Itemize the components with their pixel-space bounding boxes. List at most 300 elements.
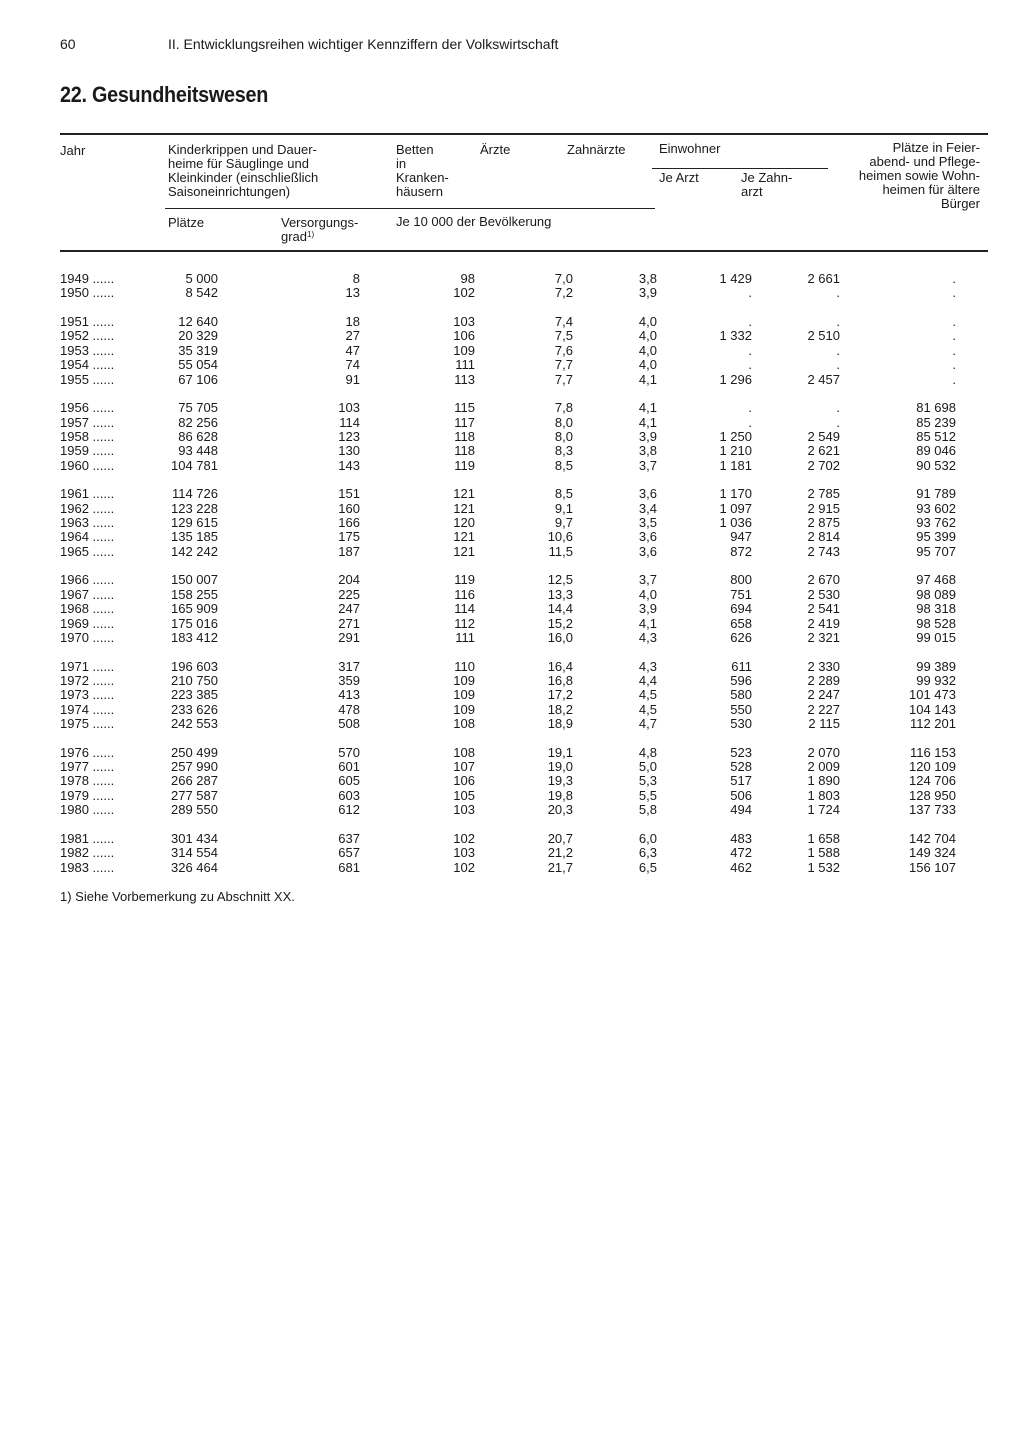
je-arzt-cell: 1 250 <box>719 428 752 444</box>
je-zahnarzt-cell: 2 541 <box>807 601 840 617</box>
year-cell: 1961 ...... <box>60 486 115 502</box>
aerzte-cell: 21,2 <box>547 845 573 861</box>
je-arzt-cell: 462 <box>730 859 752 875</box>
column-header-krippen: Kinderkrippen und Dauer- heime für Säuglinge und Kleinkinder (einschließlich Saisoneinrichtungen) <box>168 142 319 199</box>
row-group <box>60 832 1000 875</box>
betten-cell: 121 <box>453 529 475 545</box>
plaetze-cell: 175 016 <box>171 615 218 631</box>
betten-cell: 111 <box>455 629 475 645</box>
zahnaerzte-cell: 4,0 <box>638 586 657 602</box>
je-arzt-cell: 506 <box>730 787 752 803</box>
table-row <box>60 746 1000 760</box>
plaetze-cell: 266 287 <box>171 773 218 789</box>
zahnaerzte-cell: 3,8 <box>638 271 657 286</box>
table-row <box>60 717 1000 731</box>
column-header-plaetze-feierabend: Plätze in Feier- abend- und Pflege- heimen sowie Wohn- heimen für ältere Bürger <box>858 140 980 211</box>
plaetze-cell: 142 242 <box>171 543 218 559</box>
plaetze-feierabend-cell: 99 015 <box>916 629 956 645</box>
betten-cell: 117 <box>454 414 475 430</box>
versorgungsgrad-cell: 160 <box>338 500 360 516</box>
aerzte-cell: 7,6 <box>554 342 573 358</box>
plaetze-cell: 82 256 <box>178 414 218 430</box>
year-cell: 1959 ...... <box>60 443 115 459</box>
table-row <box>60 803 1000 817</box>
je-arzt-cell: 626 <box>730 629 752 645</box>
plaetze-feierabend-cell: . <box>952 313 956 329</box>
je-zahnarzt-cell: 2 661 <box>807 271 840 286</box>
year-cell: 1968 ...... <box>60 601 115 617</box>
row-group <box>60 487 1000 559</box>
column-header-aerzte: Ärzte <box>480 142 511 157</box>
aerzte-cell: 8,0 <box>554 428 573 444</box>
je-zahnarzt-cell: 2 247 <box>807 687 840 703</box>
data-table-body <box>60 272 1000 889</box>
je-arzt-cell: . <box>748 414 752 430</box>
plaetze-cell: 129 615 <box>171 515 218 531</box>
plaetze-feierabend-cell: 85 512 <box>916 428 956 444</box>
year-cell: 1973 ...... <box>60 687 115 703</box>
column-header-versorgungsgrad <box>281 216 358 244</box>
plaetze-feierabend-cell: 99 932 <box>916 672 956 688</box>
column-header-plaetze: Plätze <box>168 215 205 230</box>
je-zahnarzt-cell: . <box>836 342 840 358</box>
betten-cell: 111 <box>455 357 475 373</box>
year-cell: 1949 ...... <box>60 271 115 286</box>
aerzte-cell: 16,4 <box>547 658 573 674</box>
zahnaerzte-cell: 4,0 <box>638 328 657 344</box>
zahnaerzte-cell: 6,5 <box>638 859 657 875</box>
versorgungsgrad-cell: 123 <box>338 428 360 444</box>
plaetze-cell: 67 106 <box>178 371 218 387</box>
je-zahnarzt-cell: 1 532 <box>807 859 840 875</box>
je-arzt-cell: . <box>748 313 752 329</box>
column-header-einwohner: Einwohner <box>659 141 721 156</box>
versorgungsgrad-cell: 225 <box>338 586 360 602</box>
betten-cell: 118 <box>454 428 475 444</box>
plaetze-cell: 150 007 <box>171 572 218 588</box>
year-cell: 1974 ...... <box>60 701 115 717</box>
zahnaerzte-cell: 4,1 <box>638 400 657 416</box>
plaetze-cell: 55 054 <box>178 357 218 373</box>
plaetze-feierabend-cell: 116 153 <box>909 744 956 760</box>
versorgungsgrad-cell: 175 <box>338 529 360 545</box>
je-zahnarzt-cell: 2 915 <box>807 500 840 516</box>
betten-cell: 121 <box>453 500 475 516</box>
year-cell: 1966 ...... <box>60 572 115 588</box>
year-cell: 1952 ...... <box>60 328 115 344</box>
plaetze-feierabend-cell: 93 602 <box>916 500 956 516</box>
betten-cell: 113 <box>454 371 475 387</box>
year-cell: 1970 ...... <box>60 629 115 645</box>
plaetze-cell: 35 319 <box>178 342 218 358</box>
running-header: II. Entwicklungsreihen wichtiger Kennziffern der Volkswirtschaft <box>168 36 559 52</box>
aerzte-cell: 7,7 <box>554 357 573 373</box>
plaetze-feierabend-cell: 98 318 <box>916 601 956 617</box>
je-zahnarzt-cell: 2 814 <box>807 529 840 545</box>
table-row <box>60 315 1000 329</box>
table-row <box>60 688 1000 702</box>
je-zahnarzt-cell: 2 702 <box>807 457 840 473</box>
betten-cell: 119 <box>454 457 475 473</box>
zahnaerzte-cell: 3,6 <box>638 529 657 545</box>
plaetze-cell: 223 385 <box>171 687 218 703</box>
je-arzt-cell: 1 170 <box>719 486 752 502</box>
plaetze-cell: 8 542 <box>185 285 218 301</box>
je-zahnarzt-cell: 2 743 <box>807 543 840 559</box>
aerzte-cell: 10,6 <box>547 529 573 545</box>
year-cell: 1977 ...... <box>60 759 115 775</box>
versorgungsgrad-cell: 657 <box>338 845 360 861</box>
je-arzt-cell: 483 <box>730 830 752 846</box>
betten-cell: 108 <box>453 716 475 732</box>
plaetze-cell: 326 464 <box>171 859 218 875</box>
table-row <box>60 329 1000 343</box>
table-row <box>60 502 1000 516</box>
aerzte-cell: 8,3 <box>554 443 573 459</box>
versorgungsgrad-cell: 247 <box>338 601 360 617</box>
plaetze-feierabend-cell: . <box>952 342 956 358</box>
table-row <box>60 286 1000 300</box>
plaetze-feierabend-cell: 98 089 <box>916 586 956 602</box>
aerzte-cell: 9,7 <box>554 515 573 531</box>
plaetze-cell: 20 329 <box>178 328 218 344</box>
plaetze-feierabend-cell: 104 143 <box>909 701 956 717</box>
zahnaerzte-cell: 5,3 <box>638 773 657 789</box>
je-zahnarzt-cell: 2 549 <box>807 428 840 444</box>
betten-cell: 105 <box>453 787 475 803</box>
zahnaerzte-cell: 4,0 <box>638 313 657 329</box>
je-arzt-cell: 1 210 <box>719 443 752 459</box>
betten-cell: 98 <box>460 271 475 286</box>
zahnaerzte-cell: 3,5 <box>638 515 657 531</box>
zahnaerzte-cell: 5,0 <box>638 759 657 775</box>
aerzte-cell: 7,4 <box>554 313 573 329</box>
plaetze-feierabend-cell: . <box>952 271 956 286</box>
versorgungsgrad-cell: 47 <box>345 342 360 358</box>
versorgungsgrad-cell: 103 <box>338 400 360 416</box>
plaetze-feierabend-cell: 89 046 <box>916 443 956 459</box>
je-zahnarzt-cell: 2 330 <box>807 658 840 674</box>
je-arzt-cell: 472 <box>730 845 752 861</box>
versorgungsgrad-cell: 18 <box>345 313 360 329</box>
zahnaerzte-cell: 4,0 <box>638 357 657 373</box>
plaetze-cell: 289 550 <box>171 802 218 818</box>
plaetze-feierabend-cell: 98 528 <box>916 615 956 631</box>
year-cell: 1954 ...... <box>60 357 115 373</box>
betten-cell: 103 <box>453 313 475 329</box>
plaetze-feierabend-cell: 91 789 <box>916 486 956 502</box>
year-cell: 1967 ...... <box>60 586 115 602</box>
betten-cell: 120 <box>453 515 475 531</box>
aerzte-cell: 11,5 <box>548 543 573 559</box>
table-row <box>60 459 1000 473</box>
zahnaerzte-cell: 4,7 <box>638 716 657 732</box>
aerzte-cell: 18,2 <box>547 701 573 717</box>
table-row <box>60 660 1000 674</box>
table-row <box>60 674 1000 688</box>
versorgungsgrad-cell: 637 <box>338 830 360 846</box>
year-cell: 1969 ...... <box>60 615 115 631</box>
plaetze-feierabend-cell: 93 762 <box>916 515 956 531</box>
je-zahnarzt-cell: . <box>836 313 840 329</box>
plaetze-cell: 12 640 <box>178 313 218 329</box>
zahnaerzte-cell: 3,9 <box>638 285 657 301</box>
je-zahnarzt-cell: 2 785 <box>807 486 840 502</box>
aerzte-cell: 18,9 <box>547 716 573 732</box>
aerzte-cell: 15,2 <box>547 615 573 631</box>
zahnaerzte-cell: 3,9 <box>638 428 657 444</box>
zahnaerzte-cell: 3,6 <box>638 543 657 559</box>
je-arzt-cell: 596 <box>730 672 752 688</box>
betten-cell: 102 <box>453 830 475 846</box>
table-row <box>60 401 1000 415</box>
je-zahnarzt-cell: 2 419 <box>807 615 840 631</box>
year-cell: 1976 ...... <box>60 744 115 760</box>
betten-cell: 108 <box>453 744 475 760</box>
versorgungsgrad-cell: 508 <box>338 716 360 732</box>
versorgungsgrad-cell: 143 <box>338 457 360 473</box>
je-arzt-cell: 800 <box>730 572 752 588</box>
je-zahnarzt-cell: 2 510 <box>807 328 840 344</box>
table-row <box>60 846 1000 860</box>
year-cell: 1965 ...... <box>60 543 115 559</box>
je-arzt-cell: 1 097 <box>719 500 752 516</box>
betten-cell: 109 <box>453 672 475 688</box>
aerzte-cell: 7,7 <box>554 371 573 387</box>
betten-cell: 109 <box>453 687 475 703</box>
aerzte-cell: 17,2 <box>547 687 573 703</box>
versorgungsgrad-cell: 8 <box>352 271 360 286</box>
zahnaerzte-cell: 3,6 <box>638 486 657 502</box>
betten-cell: 102 <box>453 285 475 301</box>
zahnaerzte-cell: 3,7 <box>638 457 657 473</box>
aerzte-cell: 19,1 <box>547 744 573 760</box>
betten-cell: 102 <box>453 859 475 875</box>
je-zahnarzt-cell: 2 289 <box>807 672 840 688</box>
table-row <box>60 545 1000 559</box>
plaetze-feierabend-cell: 137 733 <box>909 802 956 818</box>
je-zahnarzt-cell: 2 670 <box>807 572 840 588</box>
versorgungsgrad-cell: 114 <box>339 414 360 430</box>
plaetze-cell: 196 603 <box>171 658 218 674</box>
zahnaerzte-cell: 4,3 <box>638 658 657 674</box>
versorgungsgrad-cell: 605 <box>338 773 360 789</box>
year-cell: 1971 ...... <box>60 658 115 674</box>
je-arzt-cell: 1 036 <box>719 515 752 531</box>
versorgungsgrad-cell: 359 <box>338 672 360 688</box>
table-row <box>60 832 1000 846</box>
plaetze-cell: 93 448 <box>178 443 218 459</box>
year-cell: 1964 ...... <box>60 529 115 545</box>
plaetze-cell: 277 587 <box>171 787 218 803</box>
table-row <box>60 617 1000 631</box>
betten-cell: 103 <box>453 802 475 818</box>
betten-cell: 109 <box>453 701 475 717</box>
versorgungsgrad-cell: 413 <box>338 687 360 703</box>
plaetze-cell: 165 909 <box>171 601 218 617</box>
je-arzt-cell: 1 296 <box>719 371 752 387</box>
betten-cell: 119 <box>454 572 475 588</box>
plaetze-feierabend-cell: 156 107 <box>909 859 956 875</box>
aerzte-cell: 12,5 <box>547 572 573 588</box>
plaetze-cell: 75 705 <box>178 400 218 416</box>
plaetze-cell: 104 781 <box>171 457 218 473</box>
year-cell: 1972 ...... <box>60 672 115 688</box>
footnote: 1) Siehe Vorbemerkung zu Abschnitt XX. <box>60 889 295 904</box>
table-row <box>60 430 1000 444</box>
versorgungsgrad-cell: 478 <box>338 701 360 717</box>
year-cell: 1983 ...... <box>60 859 115 875</box>
je-zahnarzt-cell: 1 658 <box>807 830 840 846</box>
table-row <box>60 416 1000 430</box>
je-arzt-cell: 528 <box>730 759 752 775</box>
zahnaerzte-cell: 4,1 <box>638 371 657 387</box>
aerzte-cell: 20,3 <box>547 802 573 818</box>
aerzte-cell: 14,4 <box>547 601 573 617</box>
versorgungsgrad-cell: 130 <box>338 443 360 459</box>
je-arzt-cell: . <box>748 400 752 416</box>
je-arzt-cell: 947 <box>730 529 752 545</box>
je-arzt-cell: 751 <box>730 586 752 602</box>
table-row <box>60 631 1000 645</box>
zahnaerzte-cell: 4,3 <box>638 629 657 645</box>
plaetze-feierabend-cell: 90 532 <box>916 457 956 473</box>
year-cell: 1978 ...... <box>60 773 115 789</box>
versorgungsgrad-cell: 151 <box>338 486 360 502</box>
je-arzt-cell: 1 181 <box>719 457 752 473</box>
column-header-jahr: Jahr <box>60 143 86 158</box>
je-arzt-cell: . <box>748 285 752 301</box>
row-group <box>60 315 1000 387</box>
versorgungsgrad-cell: 74 <box>345 357 360 373</box>
betten-cell: 115 <box>454 400 475 416</box>
je-arzt-cell: . <box>748 342 752 358</box>
versorgungsgrad-cell: 13 <box>345 285 360 301</box>
aerzte-cell: 8,5 <box>554 486 573 502</box>
aerzte-cell: 7,0 <box>554 271 573 286</box>
table-row <box>60 358 1000 372</box>
year-cell: 1982 ...... <box>60 845 115 861</box>
row-group <box>60 573 1000 645</box>
column-header-je-zahnarzt: Je Zahn- arzt <box>741 170 793 199</box>
aerzte-cell: 19,3 <box>547 773 573 789</box>
plaetze-cell: 5 000 <box>185 271 218 286</box>
plaetze-cell: 114 726 <box>171 486 218 502</box>
plaetze-feierabend-cell: 85 239 <box>916 414 956 430</box>
betten-cell: 110 <box>454 658 475 674</box>
betten-cell: 112 <box>454 615 475 631</box>
je-zahnarzt-cell: 2 070 <box>807 744 840 760</box>
plaetze-feierabend-cell: . <box>952 328 956 344</box>
zahnaerzte-cell: 3,7 <box>638 572 657 588</box>
plaetze-feierabend-cell: 97 468 <box>916 572 956 588</box>
footnote-marker: 1) <box>307 230 315 239</box>
header-bottom-rule <box>60 250 988 252</box>
plaetze-feierabend-cell: 95 707 <box>916 543 956 559</box>
je-arzt-cell: . <box>748 357 752 373</box>
aerzte-cell: 7,8 <box>554 400 573 416</box>
plaetze-cell: 183 412 <box>171 629 218 645</box>
zahnaerzte-cell: 3,9 <box>638 601 657 617</box>
plaetze-feierabend-cell: 142 704 <box>909 830 956 846</box>
aerzte-cell: 8,0 <box>554 414 573 430</box>
betten-cell: 107 <box>453 759 475 775</box>
year-cell: 1979 ...... <box>60 787 115 803</box>
row-group <box>60 272 1000 301</box>
versorgungsgrad-cell: 612 <box>338 802 360 818</box>
je-arzt-cell: 580 <box>730 687 752 703</box>
table-row <box>60 373 1000 387</box>
year-cell: 1955 ...... <box>60 371 115 387</box>
zahnaerzte-cell: 3,4 <box>638 500 657 516</box>
betten-cell: 121 <box>453 543 475 559</box>
column-header-je-10000: Je 10 000 der Bevölkerung <box>396 214 552 229</box>
zahnaerzte-cell: 6,0 <box>638 830 657 846</box>
aerzte-cell: 16,8 <box>547 672 573 688</box>
aerzte-cell: 7,2 <box>554 285 573 301</box>
aerzte-cell: 13,3 <box>547 586 573 602</box>
betten-cell: 118 <box>454 443 475 459</box>
betten-cell: 121 <box>453 486 475 502</box>
plaetze-cell: 250 499 <box>171 744 218 760</box>
je-arzt-cell: 550 <box>730 701 752 717</box>
year-cell: 1953 ...... <box>60 342 115 358</box>
column-header-je-arzt: Je Arzt <box>659 170 699 185</box>
year-cell: 1980 ...... <box>60 802 115 818</box>
table-row <box>60 487 1000 501</box>
je-zahnarzt-cell: 2 457 <box>807 371 840 387</box>
versorgungsgrad-cell: 27 <box>345 328 360 344</box>
aerzte-cell: 21,7 <box>547 859 573 875</box>
betten-cell: 103 <box>453 845 475 861</box>
plaetze-feierabend-cell: 124 706 <box>909 773 956 789</box>
versorgungsgrad-cell: 291 <box>338 629 360 645</box>
plaetze-cell: 233 626 <box>171 701 218 717</box>
year-cell: 1963 ...... <box>60 515 115 531</box>
column-header-zahnaerzte: Zahnärzte <box>567 142 626 157</box>
je-arzt-cell: 523 <box>730 744 752 760</box>
table-row <box>60 760 1000 774</box>
versorgungsgrad-cell: 271 <box>338 615 360 631</box>
betten-cell: 109 <box>453 342 475 358</box>
je-arzt-cell: 1 429 <box>719 271 752 286</box>
table-row <box>60 703 1000 717</box>
table-row <box>60 861 1000 875</box>
plaetze-feierabend-cell: 128 950 <box>909 787 956 803</box>
year-cell: 1950 ...... <box>60 285 115 301</box>
plaetze-cell: 301 434 <box>171 830 218 846</box>
table-row <box>60 588 1000 602</box>
table-row <box>60 789 1000 803</box>
versorgungsgrad-label: Versorgungs- grad <box>281 215 359 244</box>
je-arzt-cell: 494 <box>730 802 752 818</box>
versorgungsgrad-cell: 601 <box>338 759 360 775</box>
plaetze-feierabend-cell: 120 109 <box>909 759 956 775</box>
betten-cell: 116 <box>454 586 475 602</box>
table-row <box>60 272 1000 286</box>
je-arzt-cell: 517 <box>730 773 752 789</box>
plaetze-cell: 123 228 <box>171 500 218 516</box>
table-row <box>60 530 1000 544</box>
year-cell: 1975 ...... <box>60 716 115 732</box>
betten-cell: 114 <box>454 601 475 617</box>
zahnaerzte-cell: 3,8 <box>638 443 657 459</box>
je-zahnarzt-cell: 2 621 <box>807 443 840 459</box>
je-zahnarzt-cell: 1 724 <box>807 802 840 818</box>
versorgungsgrad-cell: 166 <box>338 515 360 531</box>
je-arzt-cell: 872 <box>730 543 752 559</box>
row-group <box>60 401 1000 473</box>
